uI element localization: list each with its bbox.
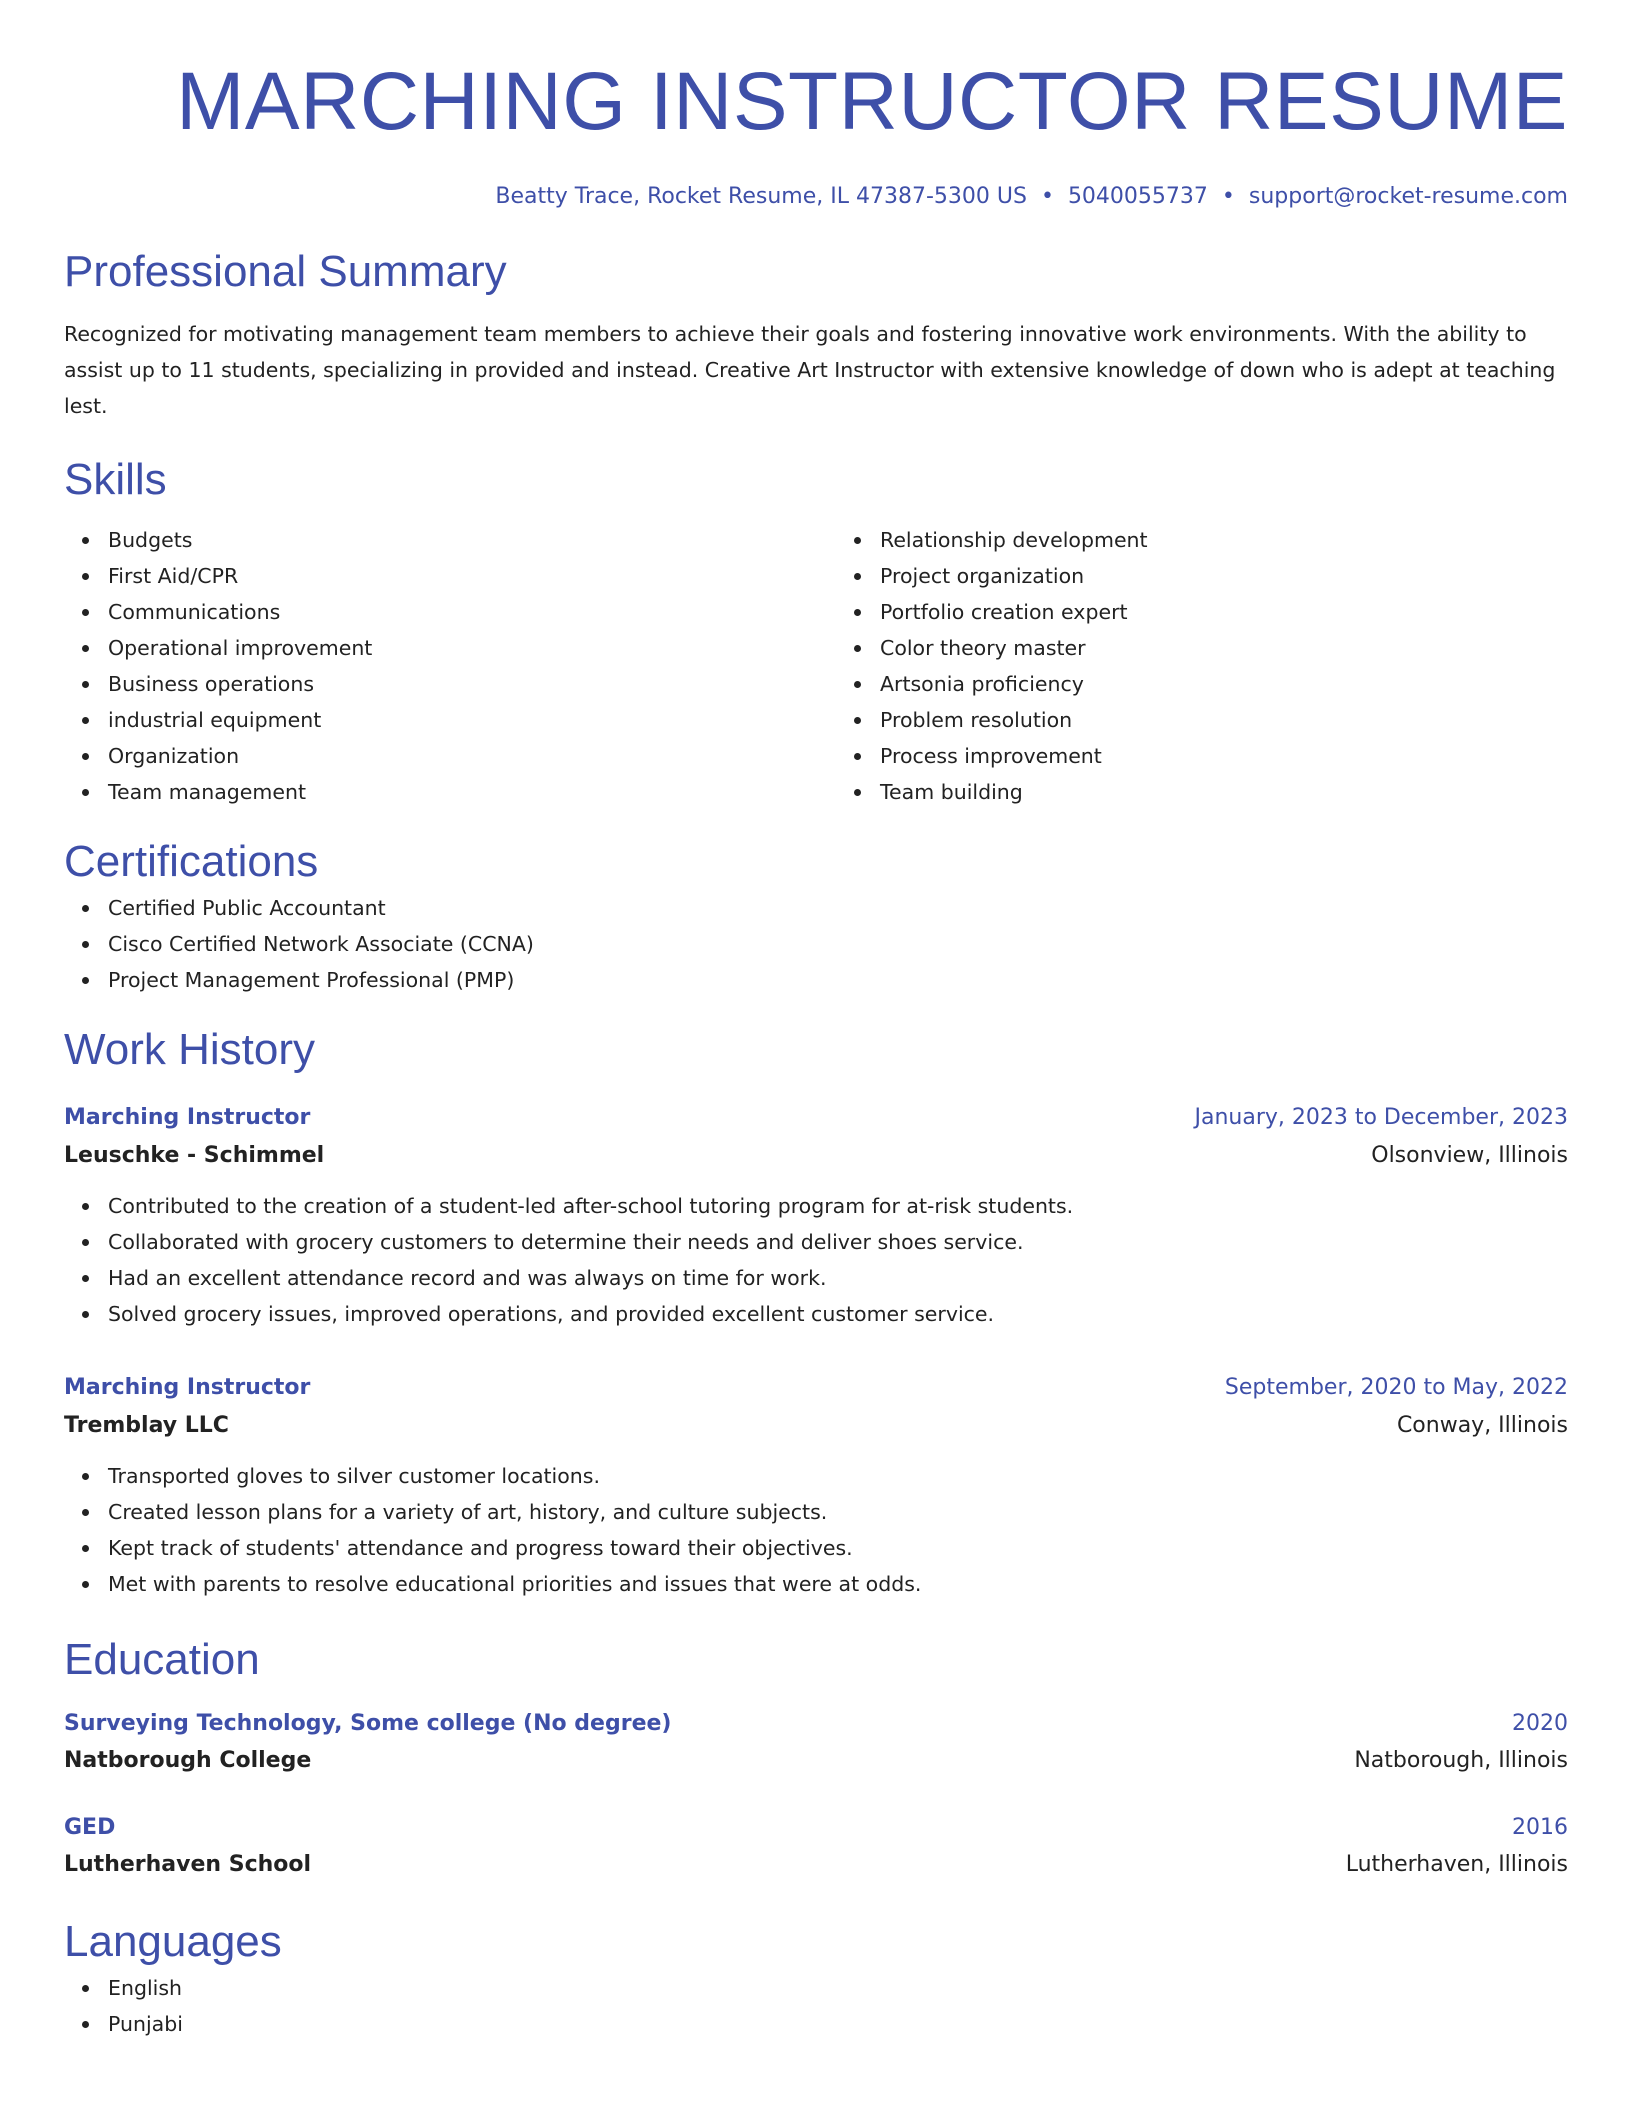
education-header-row [64,1810,1568,1846]
skill-item: Portfolio creation expert [880,594,1568,630]
contact-address: Beatty Trace, Rocket Resume, IL 47387-5300 US [495,184,1027,209]
skill-item: Team building [880,774,1568,810]
language-item: Punjabi [108,2006,1568,2042]
job-location: Conway, Illinois [1396,1413,1568,1438]
contact-phone: 5040055737 [1067,184,1208,209]
education-location: Natborough, Illinois [1354,1748,1568,1773]
contact-separator: • [1040,184,1054,209]
job-company-row [64,1406,1568,1446]
skill-item: Relationship development [880,522,1568,558]
education-school: Lutherhaven School [64,1852,312,1877]
education-year: 2020 [1512,1711,1568,1736]
education-entry [64,1706,1568,1780]
job-location: Olsonview, Illinois [1371,1143,1568,1168]
job-bullet: Had an excellent attendance record and was always on time for work. [108,1260,1568,1296]
contact-line [64,182,1568,212]
skill-item: First Aid/CPR [108,558,796,594]
job-bullet: Solved grocery issues, improved operations, and provided excellent customer service. [108,1296,1568,1332]
skill-item: Communications [108,594,796,630]
skill-item: Business operations [108,666,796,702]
contact-separator: • [1221,184,1235,209]
skills-grid [64,522,1568,810]
job-bullet: Created lesson plans for a variety of art, history, and culture subjects. [108,1494,1568,1530]
job-company: Tremblay LLC [64,1413,229,1438]
skill-item: Process improvement [880,738,1568,774]
job-bullet: Kept track of students' attendance and progress toward their objectives. [108,1530,1568,1566]
skill-item: Color theory master [880,630,1568,666]
skill-item: Team management [108,774,796,810]
resume-title: MARCHING INSTRUCTOR RESUME [176,56,1568,147]
skill-item: Operational improvement [108,630,796,666]
summary-text: Recognized for motivating management team members to achieve their goals and fostering innovative work environments. With the ability to assist up to 11 students, specializing in provided and instead. Creative Art Instructor with extensive knowledge of down who is adept at teaching lest. [64,322,1556,418]
work-history-heading: Work History [64,1025,315,1074]
languages-list [64,1970,1568,2042]
job-bullet: Contributed to the creation of a student-led after-school tutoring program for at-risk students. [108,1188,1568,1224]
job-bullets [64,1458,1568,1602]
contact-email: support@rocket-resume.com [1248,184,1568,209]
job-company: Leuschke - Schimmel [64,1143,325,1168]
job-entry [64,1100,1568,1332]
job-header-row [64,1370,1568,1406]
job-role: Marching Instructor [64,1105,311,1130]
job-dates: September, 2020 to May, 2022 [1224,1375,1568,1400]
certifications-list [64,890,1568,998]
skill-item: Budgets [108,522,796,558]
language-item: English [108,1970,1568,2006]
skills-heading: Skills [64,455,167,504]
certification-item: Certified Public Accountant [108,890,1568,926]
education-entry [64,1810,1568,1884]
job-bullet: Collaborated with grocery customers to determine their needs and deliver shoes service. [108,1224,1568,1260]
job-header-row [64,1100,1568,1136]
job-entry [64,1370,1568,1602]
job-bullet: Transported gloves to silver customer locations. [108,1458,1568,1494]
certification-item: Cisco Certified Network Associate (CCNA) [108,926,1568,962]
education-school-row [64,1742,1568,1780]
education-heading: Education [64,1635,260,1684]
skill-item: Organization [108,738,796,774]
summary-heading: Professional Summary [64,247,507,296]
education-degree: Surveying Technology, Some college (No degree) [64,1711,672,1736]
education-school-row [64,1846,1568,1884]
education-school: Natborough College [64,1748,312,1773]
skill-item: Artsonia proficiency [880,666,1568,702]
job-dates: January, 2023 to December, 2023 [1194,1105,1568,1130]
skill-item: Problem resolution [880,702,1568,738]
skills-list-right [836,522,1568,810]
job-role: Marching Instructor [64,1375,311,1400]
education-header-row [64,1706,1568,1742]
skills-list-left [64,522,796,810]
education-location: Lutherhaven, Illinois [1345,1852,1568,1877]
job-bullets [64,1188,1568,1332]
certification-item: Project Management Professional (PMP) [108,962,1568,998]
languages-heading: Languages [64,1917,282,1966]
education-degree: GED [64,1815,116,1840]
job-company-row [64,1136,1568,1176]
education-year: 2016 [1512,1815,1568,1840]
job-bullet: Met with parents to resolve educational priorities and issues that were at odds. [108,1566,1568,1602]
skill-item: Project organization [880,558,1568,594]
certifications-heading: Certifications [64,837,319,886]
skill-item: industrial equipment [108,702,796,738]
